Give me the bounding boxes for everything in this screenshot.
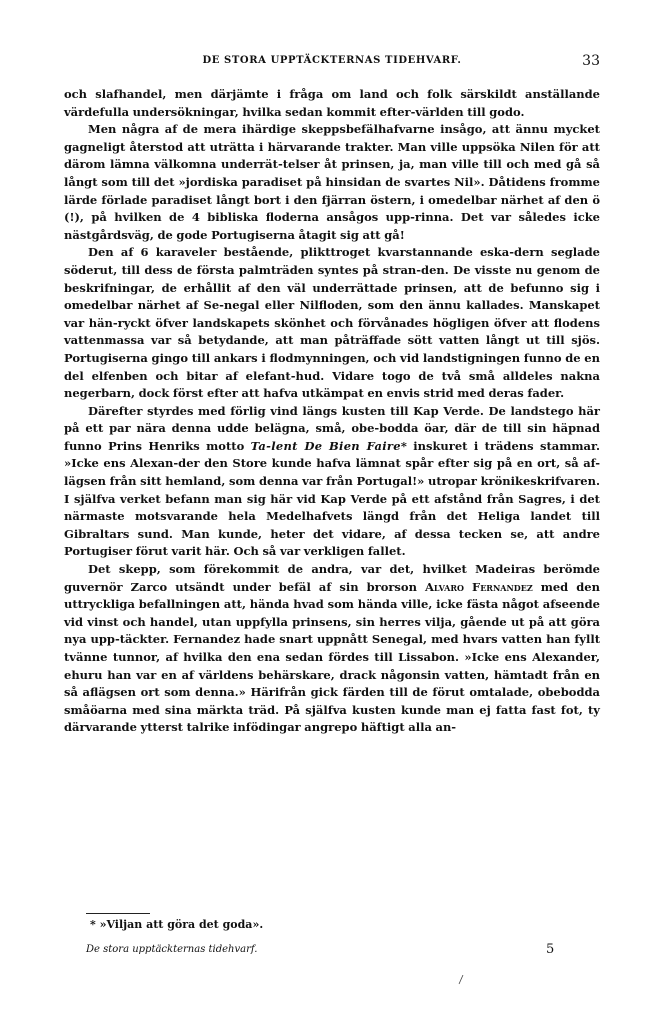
paragraph [64, 86, 600, 121]
page-number: 33 [582, 53, 600, 69]
paragraph [64, 244, 600, 402]
name-smallcaps: Alvaro Fernandez [424, 579, 533, 594]
text-run: Därefter styrdes med förlig vind längs kusten till Kap Verde. De landstego här på ett par nära denna udde belägna, små, obe-bodda öar, där de till sin häpnad funno Prins Henriks motto [64, 403, 600, 453]
motto-text: Ta-lent De Bien Faire [250, 438, 401, 453]
running-head: DE STORA UPPTÄCKTERNAS TIDEHVARF. [202, 55, 462, 66]
paragraph [64, 121, 600, 244]
text-run: Den af 6 karaveler bestående, plikttroget kvarstannande eska-dern seglade söderut, till dess de första palmträden syntes på stran-den. De visste nu genom de beskrifningar, de erhållit af den väl underrättade prinsen, att de befunno sig i omedelbar närhet af Se-negal eller Nilfloden, som den ännu kallades. Manskapet var hän-ryckt öfver landskapets skönhet och förvånades högligen öfver att flodens vattenmassa var så betydande, att man påträffade sött vatten långt ut till sjös. Portugiserna gingo till ankars i flodmynningen, och vid landstigningen funno de en del elfenben och bitar af elefant-hud. Vidare togo de två små alldeles nakna negerbarn, dock först efter att hafva utkämpat en envis strid med deras fader. [64, 245, 600, 401]
printer-signature [86, 942, 600, 960]
text-run: * inskuret i trädens stammar. »Icke ens Alexan-der den Store kunde hafva lämnat spår efter sig på en ort, så af-lägsen från sitt hemland, som denna var från Portugal!» utropar krönikeskrifvaren. I själfva verket befann man sig här vid Kap Verde på ett afstånd från Sagres, i det närmaste motsvarande hela Medelhafvets längd från det Heliga landet till Gibraltars sund. Man kunde, heter det vidare, af dessa tecken se, att andre Portugiser förut varit här. Och så var verkligen fallet. [64, 438, 600, 559]
body-text [64, 86, 600, 737]
footnote: * »Viljan att göra det goda». [90, 918, 264, 931]
signature-mark: 5 [546, 942, 555, 957]
paragraph [64, 561, 600, 737]
page-header [64, 55, 600, 75]
text-run: och slafhandel, men därjämte i fråga om land och folk särskildt anställande värdefulla undersökningar, hvilka sedan kommit efter-världen till godo. [64, 87, 600, 119]
footnote-rule [86, 913, 150, 914]
text-run: Det skepp, som förekommit de andra, var det, hvilket Madeiras berömde guvernör Zarco utsändt under befäl af sin brorson [64, 562, 600, 594]
stray-ink-mark [458, 975, 464, 985]
paragraph [64, 403, 600, 561]
text-run: Men några af de mera ihärdige skeppsbefälhafvarne insågo, att ännu mycket gagneligt återstod att uträtta i härvarande trakter. Man ville uppsöka Nilen för att därom lämna välkomna underrät-telser åt prinsen, ja, man ville till och med gå så långt som till det »jordiska paradiset på hinsidan de svartes Nil». Dåtidens fromme lärde förlade paradiset långt bort i den fjärran östern, i omedelbar närhet af den ö (!), på hvilken de 4 bibliska floderna ansågos upp-rinna. Det var således icke nästgårdsväg, de gode Portugiserna åtagit sig att gå! [64, 122, 600, 242]
text-run: med den uttryckliga befallningen att, hända hvad som hända ville, icke fästa något afseende vid vinst och handel, utan uppfylla prinsens, sin herres vilja, gående ut på att göra nya upp-täckter. Fernandez hade snart uppnått Senegal, med hvars vatten han fyllt tvänne tunnor, af hvilka den ena sedan fördes till Lissabon. »Icke ens Alexander, ehuru han var en af världens behärskare, drack någonsin vatten, hämtadt från en så aflägsen ort som denna.» Härifrån gick färden till de förut omtalade, obebodda småöarna med sina märkta träd. På själfva kusten kunde man ej fatta fast fot, ty därvarande ytterst talrike infödingar angrepo häftigt alla an- [64, 579, 600, 735]
signature-title: De stora upptäckternas tidehvarf. [86, 944, 258, 955]
